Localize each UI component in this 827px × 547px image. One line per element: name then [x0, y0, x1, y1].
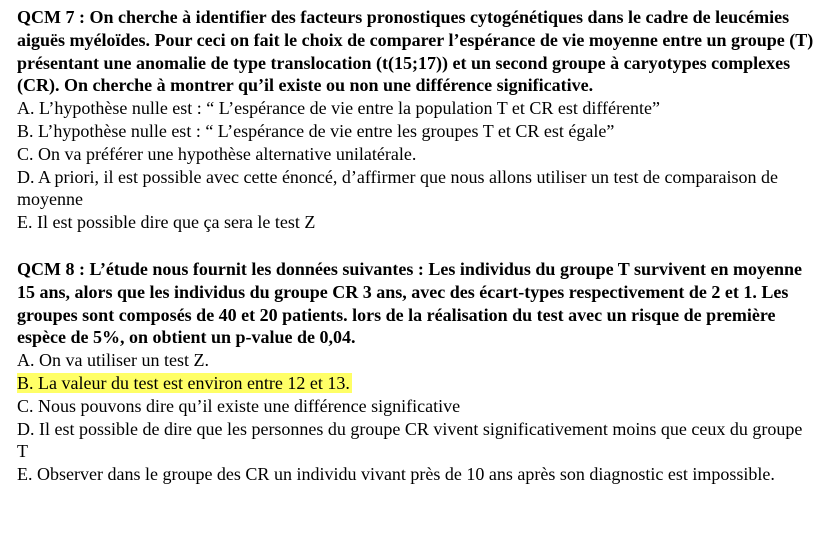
question-number: QCM 7 :	[17, 7, 85, 27]
option-c: C. On va préférer une hypothèse alternative unilatérale.	[17, 143, 417, 164]
option-d: D. Il est possible de dire que les personnes du groupe CR vivent significativement moins que ceux du groupe T	[17, 418, 803, 462]
question-qcm-8	[17, 258, 817, 486]
question-stem	[17, 258, 817, 349]
question-qcm-7	[17, 6, 817, 234]
question-stem	[17, 6, 817, 97]
question-text: L’étude nous fournit les données suivantes : Les individus du groupe T survivent en moyenne 15 ans, alors que les individus du groupe CR 3 ans, avec des écart-types respectivement de 2 et 1. Les groupes sont composés de 40 et 20 patients. lors de la réalisation du test avec un risque de première espèce de 5%, on obtient un p-value de 0,04.	[17, 258, 802, 348]
question-text: On cherche à identifier des facteurs pronostiques cytogénétiques dans le cadre de leucémies aiguës myéloïdes. Pour ceci on fait le choix de comparer l’espérance de vie moyenne entre un groupe (T) présentant une anomalie de type translocation (t(15;17)) et un second groupe à caryotypes complexes (CR). On cherche à montrer qu’il existe ou non une différence significative.	[17, 7, 814, 96]
option-a: A. On va utiliser un test Z.	[17, 350, 209, 371]
option-e: E. Il est possible dire que ça sera le test Z	[17, 212, 316, 233]
option-c: C. Nous pouvons dire qu’il existe une différence significative	[17, 395, 461, 416]
question-number: QCM 8 :	[17, 258, 85, 279]
highlighted-text: B. La valeur du test est environ entre 12 et 13.	[17, 372, 350, 393]
option-e: E. Observer dans le groupe des CR un individu vivant près de 10 ans après son diagnostic est impossible.	[17, 464, 775, 485]
document-page	[17, 6, 817, 486]
option-a: A. L’hypothèse nulle est : “ L’espérance de vie entre la population T et CR est différente”	[17, 98, 660, 119]
option-b: B. L’hypothèse nulle est : “ L’espérance de vie entre les groupes T et CR est égale”	[17, 120, 615, 141]
option-b-highlighted	[17, 372, 817, 395]
option-d: D. A priori, il est possible avec cette énoncé, d’affirmer que nous allons utiliser un test de comparaison de moyenne	[17, 166, 778, 210]
